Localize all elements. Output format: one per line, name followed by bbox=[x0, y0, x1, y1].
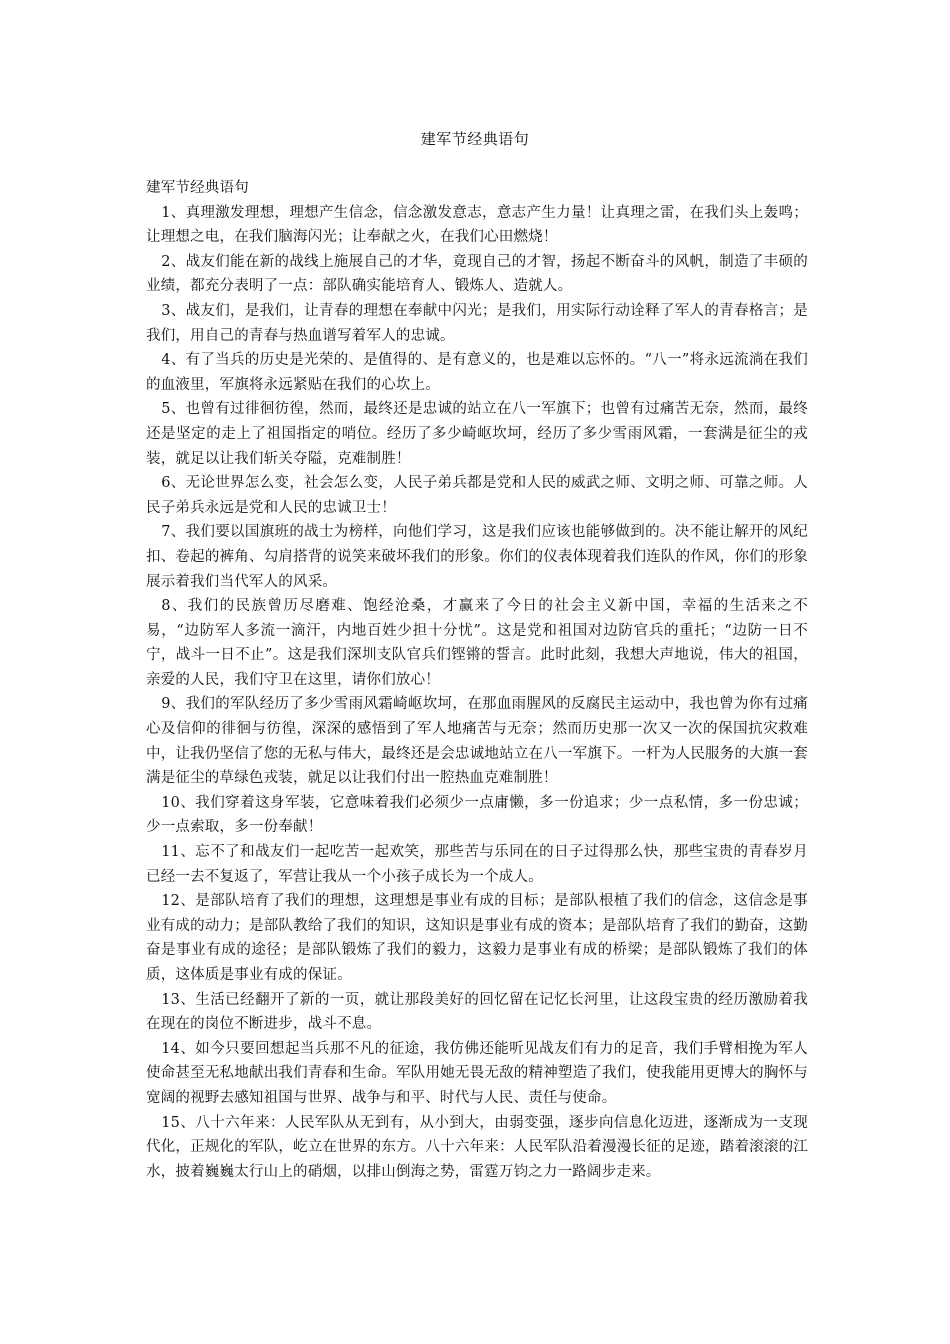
paragraph: 13、生活已经翻开了新的一页，就让那段美好的回忆留在记忆长河里，让这段宝贵的经历激励着我在现在的岗位不断进步，战斗不息。 bbox=[146, 991, 808, 1033]
paragraph: 2、战友们能在新的战线上施展自己的才华，竟现自己的才智，扬起不断奋斗的风帆，制造了丰硕的业绩，都充分表明了一点：部队确实能培育人、锻炼人、造就人。 bbox=[146, 253, 808, 295]
paragraph: 9、我们的军队经历了多少雪雨风霜崎岖坎坷，在那血雨腥风的反腐民主运动中，我也曾为你有过痛心及信仰的徘徊与彷徨，深深的感悟到了军人地痛苦与无奈；然而历史那一次又一次的保国抗灾救难中，让我仍坚信了您的无私与伟大，最终还是会忠诚地站立在八一军旗下。一杆为人民服务的大旗一套满是征尘的草绿色戎装，就足以让我们付出一腔热血克难制胜！ bbox=[146, 696, 808, 787]
paragraph: 14、如今只要回想起当兵那不凡的征途，我仿佛还能听见战友们有力的足音，我们手臂相挽为军人使命甚至无私地献出我们青春和生命。军队用她无畏无敌的精神塑造了我们，使我能用更博大的胸怀与宽阔的视野去感知祖国与世界、战争与和平、时代与人民、责任与使命。 bbox=[146, 1040, 808, 1106]
paragraph: 8、我们的民族曾历尽磨难、饱经沧桑，才赢来了今日的社会主义新中国，幸福的生活来之不易，“边防军人多流一滴汗，内地百姓少担十分忧”。这是党和祖国对边防官兵的重托；“边防一日不宁，战斗一日不止”。这是我们深圳支队官兵们铿锵的誓言。此时此刻，我想大声地说，伟大的祖国，亲爱的人民，我们守卫在这里，请你们放心！ bbox=[146, 598, 808, 688]
paragraph: 11、忘不了和战友们一起吃苦一起欢笑，那些苦与乐同在的日子过得那么快，那些宝贵的青春岁月已经一去不复返了，军营让我从一个小孩子成长为一个成人。 bbox=[146, 844, 808, 885]
paragraph: 7、我们要以国旗班的战士为榜样，向他们学习，这是我们应该也能够做到的。决不能让解开的风纪扣、卷起的裤角、勾肩搭背的说笑来破坏我们的形象。你们的仪表体现着我们连队的作风，你们的形象展示着我们当代军人的风采。 bbox=[146, 524, 808, 590]
paragraph: 5、也曾有过徘徊彷徨，然而，最终还是忠诚的站立在八一军旗下；也曾有过痛苦无奈，然而，最终还是坚定的走上了祖国指定的哨位。经历了多少崎岖坎坷，经历了多少雪雨风霜，一套满是征尘的戎装，就足以让我们斩关夺隘，克难制胜！ bbox=[146, 401, 808, 467]
paragraph: 4、有了当兵的历史是光荣的、是值得的、是有意义的，也是难以忘怀的。“八一”将永远流淌在我们的血液里，军旗将永远紧贴在我们的心坎上。 bbox=[146, 352, 808, 393]
paragraph: 12、是部队培育了我们的理想，这理想是事业有成的目标；是部队根植了我们的信念，这信念是事业有成的动力；是部队教给了我们的知识，这知识是事业有成的资本；是部队培育了我们的勤奋，这勤奋是事业有成的途径；是部队锻炼了我们的毅力，这毅力是事业有成的桥梁；是部队锻炼了我们的体质，这体质是事业有成的保证。 bbox=[146, 893, 808, 983]
paragraph: 1、真理激发理想，理想产生信念，信念激发意志，意志产生力量！让真理之雷，在我们头上轰鸣；让理想之电，在我们脑海闪光；让奉献之火，在我们心田燃烧！ bbox=[146, 204, 808, 246]
paragraph: 10、我们穿着这身军装，它意味着我们必须少一点庸懒，多一份追求；少一点私情，多一份忠诚；少一点索取，多一份奉献！ bbox=[146, 794, 808, 836]
paragraph: 15、八十六年来：人民军队从无到有，从小到大，由弱变强，逐步向信息化迈进，逐渐成为一支现代化，正规化的军队，屹立在世界的东方。八十六年来：人民军队沿着漫漫长征的足迹，踏着滚滚的江水，披着巍巍太行山上的硝烟，以排山倒海之势，雷霆万钧之力一路阔步走来。 bbox=[146, 1114, 808, 1180]
document-subtitle: 建军节经典语句 bbox=[146, 180, 249, 196]
paragraph: 3、战友们，是我们，让青春的理想在奉献中闪光；是我们，用实际行动诠释了军人的青春格言；是我们，用自己的青春与热血谱写着军人的忠诚。 bbox=[146, 302, 808, 344]
document-body bbox=[146, 176, 808, 1184]
paragraph: 6、无论世界怎么变，社会怎么变，人民子弟兵都是党和人民的威武之师、文明之师、可靠之师。人民子弟兵永远是党和人民的忠诚卫士！ bbox=[146, 475, 808, 516]
document-title: 建军节经典语句 bbox=[420, 130, 530, 148]
